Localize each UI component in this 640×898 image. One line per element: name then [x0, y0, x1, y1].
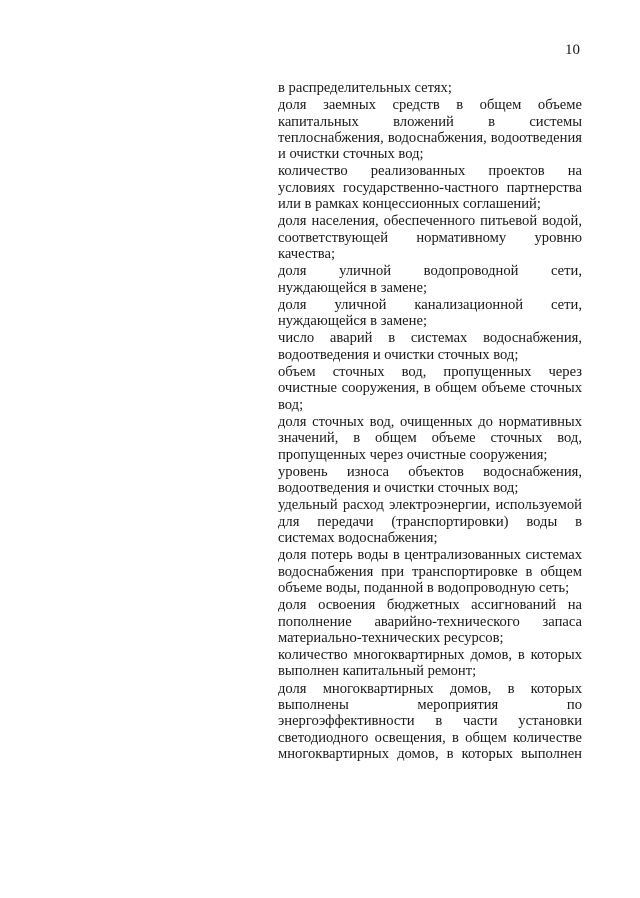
- list-item: доля потерь воды в централизованных системах водоснабжения при транспортировке в общем объеме воды, поданной в водопроводную сеть;: [278, 547, 582, 596]
- list-item: доля освоения бюджетных ассигнований на пополнение аварийно-технического запаса материально-технических ресурсов;: [278, 597, 582, 646]
- list-item: число аварий в системах водоснабжения, водоотведения и очистки сточных вод;: [278, 330, 582, 363]
- list-item: доля сточных вод, очищенных до нормативных значений, в общем объеме сточных вод, пропущенных через очистные сооружения;: [278, 413, 582, 463]
- list-item: количество реализованных проектов на условиях государственно-частного партнерства или в рамках концессионных соглашений;: [278, 163, 582, 213]
- list-item: количество многоквартирных домов, в которых выполнен капитальный ремонт;: [278, 647, 582, 680]
- list-item: уровень износа объектов водоснабжения, водоотведения и очистки сточных вод;: [278, 463, 582, 497]
- list-item: доля уличной канализационной сети, нуждающейся в замене;: [278, 296, 582, 330]
- list-item: доля населения, обеспеченного питьевой водой, соответствующей нормативному уровню качества;: [278, 213, 582, 262]
- indicator-list: [278, 80, 582, 762]
- list-item: в распределительных сетях;: [278, 80, 452, 96]
- list-item: доля уличной водопроводной сети, нуждающейся в замене;: [278, 263, 582, 296]
- page-number: 10: [565, 42, 580, 58]
- list-item: удельный расход электроэнергии, используемой для передачи (транспортировки) воды в системах водоснабжения;: [278, 497, 582, 547]
- list-item: доля заемных средств в общем объеме капитальных вложений в системы теплоснабжения, водоснабжения, водоотведения и очистки сточных вод;: [278, 97, 582, 163]
- list-item: доля многоквартирных домов, в которых выполнены мероприятия по энергоэффективности в части установки светодиодного освещения, в общем количестве многоквартирных домов, в которых выполнен: [278, 680, 582, 762]
- list-item: объем сточных вод, пропущенных через очистные сооружения, в общем объеме сточных вод;: [278, 364, 582, 413]
